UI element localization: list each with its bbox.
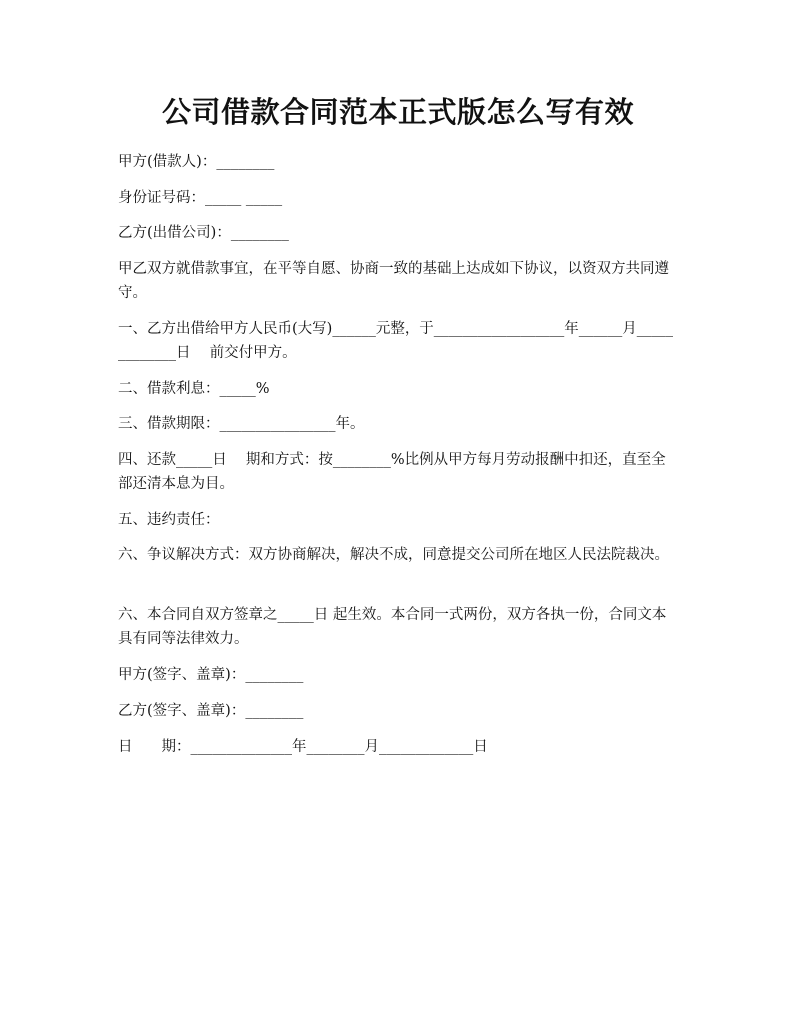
clause-1-loan-amount: 一、乙方出借给甲方人民币(大写)______元整，于__________________年______月_____________日 前交付甲方。 (118, 321, 674, 361)
document-title: 公司借款合同范本正式版怎么写有效 (161, 95, 634, 129)
id-number-line: 身份证号码：_____ _____ (118, 190, 283, 206)
signature-party-b: 乙方(签字、盖章)：________ (118, 703, 304, 719)
clause-6-dispute: 六、争议解决方式：双方协商解决，解决不成，同意提交公司所在地区人民法院裁决。 (118, 547, 669, 563)
signature-party-a: 甲方(签字、盖章)：________ (118, 667, 304, 683)
party-a-line: 甲方(借款人)：________ (118, 154, 275, 170)
clause-4-repayment: 四、还款_____日 期和方式：按________%比例从甲方每月劳动报酬中扣还，直至全部还清本息为目。 (118, 452, 666, 492)
intro-paragraph: 甲乙双方就借款事宜，在平等自愿、协商一致的基础上达成如下协议，以资双方共同遵守。 (118, 261, 669, 301)
party-b-line: 乙方(出借公司)：________ (118, 225, 289, 241)
clause-3-term: 三、借款期限：________________年。 (118, 416, 365, 432)
clause-2-interest: 二、借款利息：_____% (118, 381, 270, 397)
clause-6-effective: 六、本合同自双方签章之_____日 起生效。本合同一式两份，双方各执一份，合同文本具有同等法律效力。 (118, 607, 667, 647)
date-line: 日 期：______________年________月_____________日 (118, 739, 488, 755)
clause-5-liability: 五、违约责任： (118, 512, 220, 528)
